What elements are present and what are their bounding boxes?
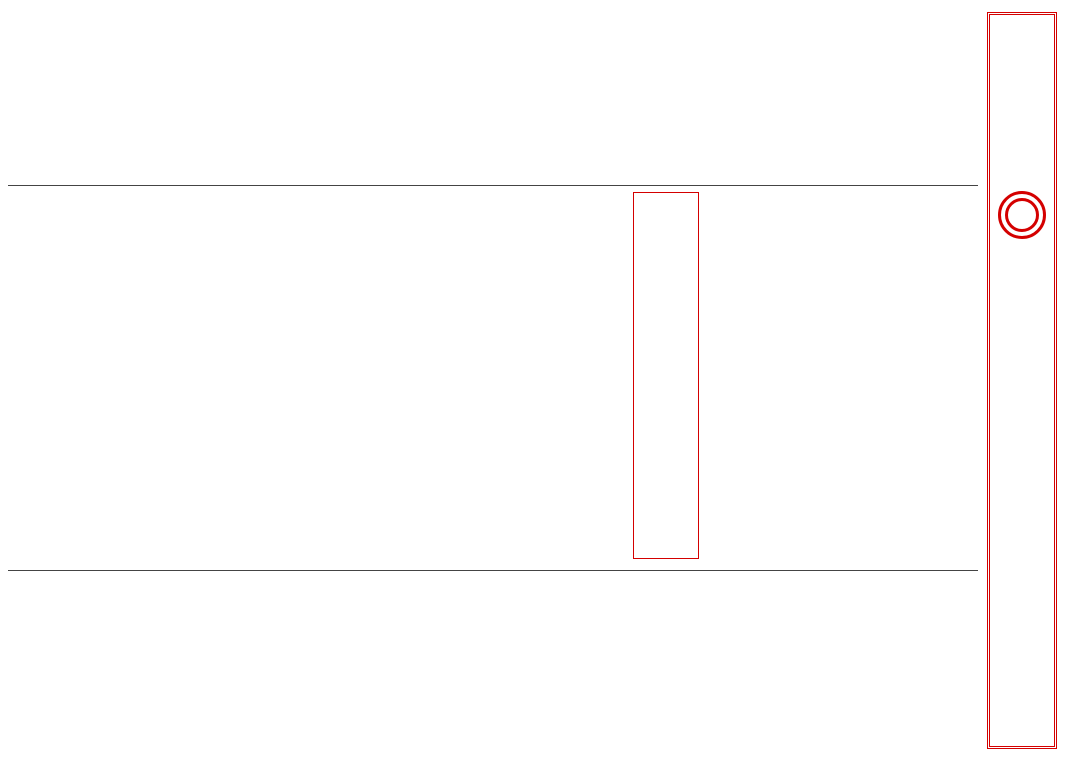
upper-divider [8,185,978,186]
shrine-crest-icon [998,191,1046,239]
lower-divider [8,570,978,571]
title-banner [987,12,1057,749]
taisai-box [633,192,699,559]
